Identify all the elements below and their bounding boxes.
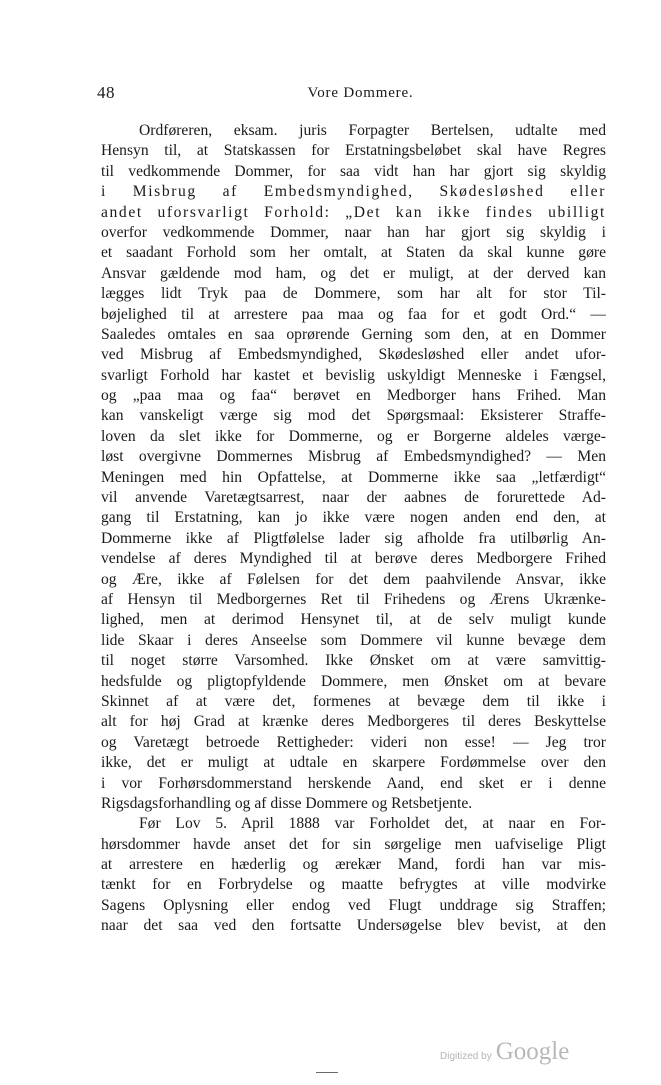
text-line: Hensyn til, at Statskassen for Erstatningsbeløbet skal have Regres	[101, 142, 606, 160]
google-logo: Google	[495, 1038, 570, 1065]
text-line: Rigsdagsforhandling og af disse Dommere og Retsbetjente.	[101, 794, 473, 812]
text-line: naar det saa ved den fortsatte Undersøgelse blev bevist, at den	[101, 917, 606, 935]
text-line: tænkt for en Forbrydelse og maatte befrygtes at ville modvirke	[101, 876, 606, 894]
body-text	[101, 121, 606, 937]
text-line: og Ære, ikke af Følelsen for det dem paahvilende Ansvar, ikke	[101, 570, 606, 588]
text-line: og „paa maa og faa“ berøvet en Medborger hans Frihed. Man	[101, 387, 606, 405]
text-line: bøjelighed til at arrestere paa maa og faa for et godt Ord.“ —	[101, 305, 606, 323]
text-line: ikke, det er muligt at udtale en skarpere Fordømmelse over den	[101, 754, 606, 772]
text-line: svarligt Forhold har kastet et bevislig uskyldigt Menneske i Fængsel,	[101, 366, 606, 384]
text-line: et saadant Forhold som her omtalt, at Staten da skal kunne gøre	[101, 244, 606, 262]
bottom-rule	[316, 1072, 338, 1073]
text-line: alt for høj Grad at krænke deres Medborgeres til deres Beskyttelse	[101, 713, 606, 731]
page-number: 48	[97, 83, 115, 102]
digitized-watermark	[440, 1038, 569, 1066]
text-line: hedsfulde og pligtopfyldende Dommere, men Ønsket om at bevare	[101, 672, 606, 690]
text-line: i Misbrug af Embedsmyndighed, Skødesløshed eller	[101, 183, 606, 201]
text-line: ved Misbrug af Embedsmyndighed, Skødesløshed eller andet ufor-	[101, 346, 606, 364]
text-line: lægges lidt Tryk paa de Dommere, som har alt for stor Til-	[101, 285, 606, 303]
text-line: Skinnet af at være det, formenes at bevæge dem til ikke i	[101, 692, 606, 710]
text-line: Sagens Oplysning eller endog ved Flugt unddrage sig Straffen;	[101, 896, 606, 914]
text-line: gang til Erstatning, kan jo ikke være nogen anden end den, at	[101, 509, 606, 527]
text-line: at arrestere en hæderlig og ærekær Mand, fordi han var mis-	[101, 856, 606, 874]
text-line: vendelse af deres Myndighed til at berøve deres Medborgere Frihed	[101, 550, 606, 568]
text-line: og Varetægt betroede Rettigheder: videri non esse! — Jeg tror	[101, 733, 606, 751]
watermark-prefix: Digitized by	[440, 1051, 492, 1062]
text-line: til vedkommende Dommer, for saa vidt han har gjort sig skyldig	[101, 162, 606, 180]
text-line: Før Lov 5. April 1888 var Forholdet det, at naar en For-	[139, 815, 606, 833]
text-line: til noget større Varsomhed. Ikke Ønsket om at være samvittig-	[101, 652, 606, 670]
text-line: loven da slet ikke for Dommerne, og er Borgerne aldeles værge-	[101, 427, 606, 445]
text-line: løst overgivne Dommernes Misbrug af Embedsmyndighed? — Men	[101, 448, 606, 466]
text-line: kan vanskeligt værge sig mod det Spørgsmaal: Eksisterer Straffe-	[101, 407, 606, 425]
text-line: i vor Forhørsdommerstand herskende Aand, end sket er i denne	[101, 774, 606, 792]
text-line: Ordføreren, eksam. juris Forpagter Bertelsen, udtalte med	[139, 122, 606, 139]
text-line: Dommerne ikke af Pligtfølelse lader sig afholde fra utilbørlig An-	[101, 529, 606, 547]
text-line: Saaledes omtales en saa oprørende Gerning som den, at en Dommer	[101, 325, 606, 343]
text-line: lighed, men at derimod Hensynet til, at de selv muligt kunde	[101, 611, 606, 629]
text-line: Meningen med hin Opfattelse, at Dommerne ikke saa „letfærdigt“	[101, 468, 606, 486]
running-title: Vore Dommere.	[307, 85, 414, 101]
text-line: andet uforsvarligt Forhold: „Det kan ikke findes ubilligt	[101, 203, 606, 221]
text-line: vil anvende Varetægtsarrest, naar der aabnes de forurettede Ad-	[101, 489, 606, 507]
text-line: overfor vedkommende Dommer, naar han har gjort sig skyldig i	[101, 223, 606, 241]
text-line: hørsdommer havde anset det for sin sørgelige men uafviselige Pligt	[101, 835, 606, 853]
text-line: Ansvar gældende mod ham, og det er muligt, at der derved kan	[101, 264, 606, 282]
text-line: af Hensyn til Medborgernes Ret til Frihedens og Ærens Ukrænke-	[101, 590, 606, 608]
text-line: lide Skaar i deres Anseelse som Dommere vil kunne bevæge dem	[101, 631, 606, 649]
